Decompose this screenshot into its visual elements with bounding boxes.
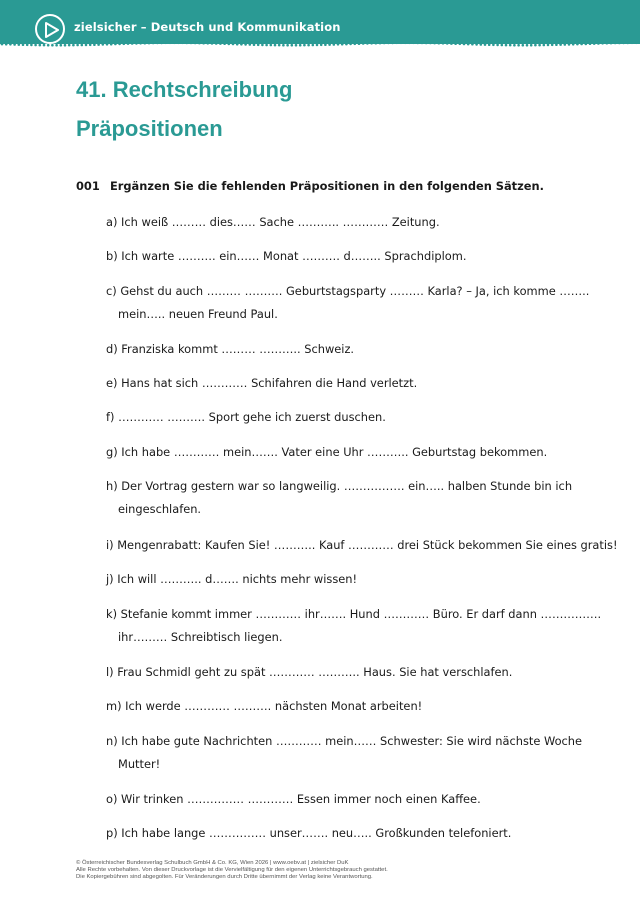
exercise-item	[106, 661, 512, 684]
exercise-text-continued: mein….. neuen Freund Paul.	[118, 307, 278, 321]
exercise-item	[106, 822, 511, 845]
exercise-text: a) Ich weiß ……… dies…… Sache ……….. ………… Zeitung.	[106, 215, 440, 229]
exercise-text-continued: eingeschlafen.	[118, 502, 202, 516]
header-dotted-edge	[0, 40, 640, 48]
exercise-text: i) Mengenrabatt: Kaufen Sie! ……….. Kauf ………… drei Stück bekommen Sie eines gratis!	[106, 538, 618, 552]
exercise-item	[106, 280, 589, 326]
copyright-footer	[76, 860, 388, 881]
exercise-item	[106, 338, 354, 361]
exercise-text-continued: ihr……… Schreibtisch liegen.	[118, 630, 283, 644]
page-subtitle: Präpositionen	[76, 116, 223, 141]
footer-line: Alle Rechte vorbehalten. Von dieser Druckvorlage ist die Vervielfältigung für den eigenen Unterrichtsgebrauch gestattet.	[76, 867, 388, 873]
exercise-text: p) Ich habe lange …………… unser……. neu….. Großkunden telefoniert.	[106, 826, 512, 840]
exercise-item	[106, 603, 601, 649]
exercise-text: h) Der Vortrag gestern war so langweilig. ……………. ein….. halben Stunde bin ich	[106, 479, 573, 493]
page-title: 41. Rechtschreibung	[76, 77, 293, 102]
exercise-item	[106, 568, 357, 591]
brand-name: zielsicher – Deutsch und Kommunikation	[74, 20, 341, 34]
footer-line: Die Kopiergebühren sind abgegolten. Für Veränderungen durch Dritte übernimmt der Verlag keine Verantwortung.	[76, 874, 373, 880]
exercise-text: d) Franziska kommt ……… ……….. Schweiz.	[106, 342, 355, 356]
exercise-text: m) Ich werde ………… ………. nächsten Monat arbeiten!	[106, 699, 423, 713]
exercise-item	[106, 730, 582, 776]
exercise-item	[106, 788, 481, 811]
exercise-text: l) Frau Schmidl geht zu spät ………… ……….. Haus. Sie hat verschlafen.	[106, 665, 513, 679]
footer-line: © Österreichischer Bundesverlag Schulbuch GmbH & Co. KG, Wien 2026 | www.oebv.at | zielsicher DuK	[76, 860, 349, 866]
exercise-item	[106, 245, 467, 268]
exercise-item	[106, 211, 440, 234]
logo	[35, 14, 65, 44]
play-icon	[45, 22, 59, 38]
exercise-text: o) Wir trinken …………… ………… Essen immer noch einen Kaffee.	[106, 792, 481, 806]
task-number: 001	[76, 179, 100, 193]
exercise-item	[106, 475, 572, 521]
exercise-item	[106, 441, 547, 464]
exercise-text: e) Hans hat sich ………… Schifahren die Hand verletzt.	[106, 376, 418, 390]
exercise-text: g) Ich habe ………… mein……. Vater eine Uhr ……….. Geburtstag bekommen.	[106, 445, 548, 459]
exercise-text: f) ………… ………. Sport gehe ich zuerst duschen.	[106, 410, 386, 424]
exercise-text-continued: Mutter!	[118, 757, 161, 771]
exercise-text: k) Stefanie kommt immer ………… ihr……. Hund ………… Büro. Er darf dann …………….	[106, 607, 602, 621]
task-instruction: Ergänzen Sie die fehlenden Präpositionen in den folgenden Sätzen.	[110, 179, 544, 193]
exercise-item	[106, 695, 422, 718]
exercise-item	[106, 372, 417, 395]
exercise-text: j) Ich will ……….. d……. nichts mehr wissen!	[106, 572, 358, 586]
exercise-text: n) Ich habe gute Nachrichten ………… mein…… Schwester: Sie wird nächste Woche	[106, 734, 583, 748]
exercise-text: c) Gehst du auch ……… ………. Geburtstagsparty ……… Karla? – Ja, ich komme ……..	[106, 284, 590, 298]
exercise-text: b) Ich warte ………. ein…… Monat ………. d…….. Sprachdiplom.	[106, 249, 467, 263]
exercise-item	[106, 534, 618, 557]
task-heading	[76, 179, 544, 193]
exercise-item	[106, 406, 386, 429]
